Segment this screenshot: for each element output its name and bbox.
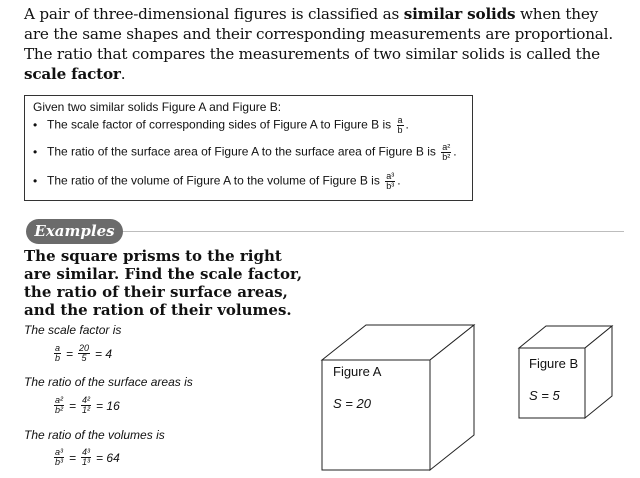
rule-text: The ratio of the volume of Figure A to the volume of Figure B is: [47, 173, 380, 188]
frac-den: b²: [55, 405, 64, 415]
frac-num: a: [55, 343, 61, 353]
rule-period: .: [405, 117, 409, 132]
rules-heading: Given two similar solids Figure A and Figure B:: [33, 100, 282, 114]
problem-statement: The square prisms to the right are similar. Find the scale factor, the ratio of their surface areas, and the ration of their volumes.: [24, 247, 303, 319]
rule-text: The ratio of the surface area of Figure A to the surface area of Figure B is: [47, 144, 436, 159]
frac-den: b: [55, 353, 61, 363]
term-scale-factor: scale factor: [24, 65, 121, 83]
frac-den: 5: [81, 353, 87, 363]
figure-b-s-value: S = 5: [529, 388, 560, 403]
work-step-volume: The ratio of the volumes is: [24, 428, 165, 442]
frac-den: 1³: [82, 457, 91, 467]
figure-a-label: Figure A: [333, 364, 382, 379]
rule-text: The scale factor of corresponding sides of Figure A to Figure B is: [47, 117, 392, 132]
frac-den: b²: [442, 152, 451, 162]
equals-sign: =: [69, 450, 77, 465]
work-step-scale: The scale factor is: [24, 323, 122, 337]
examples-label: Examples: [34, 222, 115, 240]
figure-b-label: Figure B: [529, 356, 579, 371]
frac-num: a³: [386, 171, 395, 181]
bullet-dot: •: [33, 117, 38, 132]
rule-period: .: [453, 144, 457, 159]
frac-den: b³: [386, 181, 395, 191]
frac-den: b: [397, 125, 403, 135]
bullet-dot: •: [33, 144, 38, 159]
frac-num: a²: [55, 395, 64, 405]
intro-text-1: A pair of three-dimensional figures is classified as: [24, 5, 404, 23]
intro-text-2: when they are the same shapes and their corresponding measurements are proportional. The ratio that compares the measurements of two similar solids is called the: [24, 5, 613, 63]
frac-den: 1²: [82, 405, 91, 415]
rule-period: .: [397, 173, 401, 188]
frac-num: 4²: [82, 395, 91, 405]
prism-b: [519, 326, 612, 418]
frac-num: a³: [55, 447, 64, 457]
intro-text-3: .: [120, 65, 126, 83]
bullet-dot: •: [33, 173, 38, 188]
equals-sign: =: [69, 398, 77, 413]
frac-num: a: [397, 115, 403, 125]
work-step-surface: The ratio of the surface areas is: [24, 375, 193, 389]
eq-result: = 16: [96, 398, 120, 413]
frac-num: 4³: [82, 447, 91, 457]
frac-num: a²: [442, 142, 451, 152]
eq-result: = 64: [96, 450, 120, 465]
term-similar-solids: similar solids: [403, 5, 516, 23]
frac-num: 20: [79, 343, 90, 353]
eq-result: = 4: [95, 346, 113, 361]
frac-den: b³: [55, 457, 64, 467]
figure-a-s-value: S = 20: [333, 396, 371, 411]
equals-sign: =: [66, 346, 74, 361]
